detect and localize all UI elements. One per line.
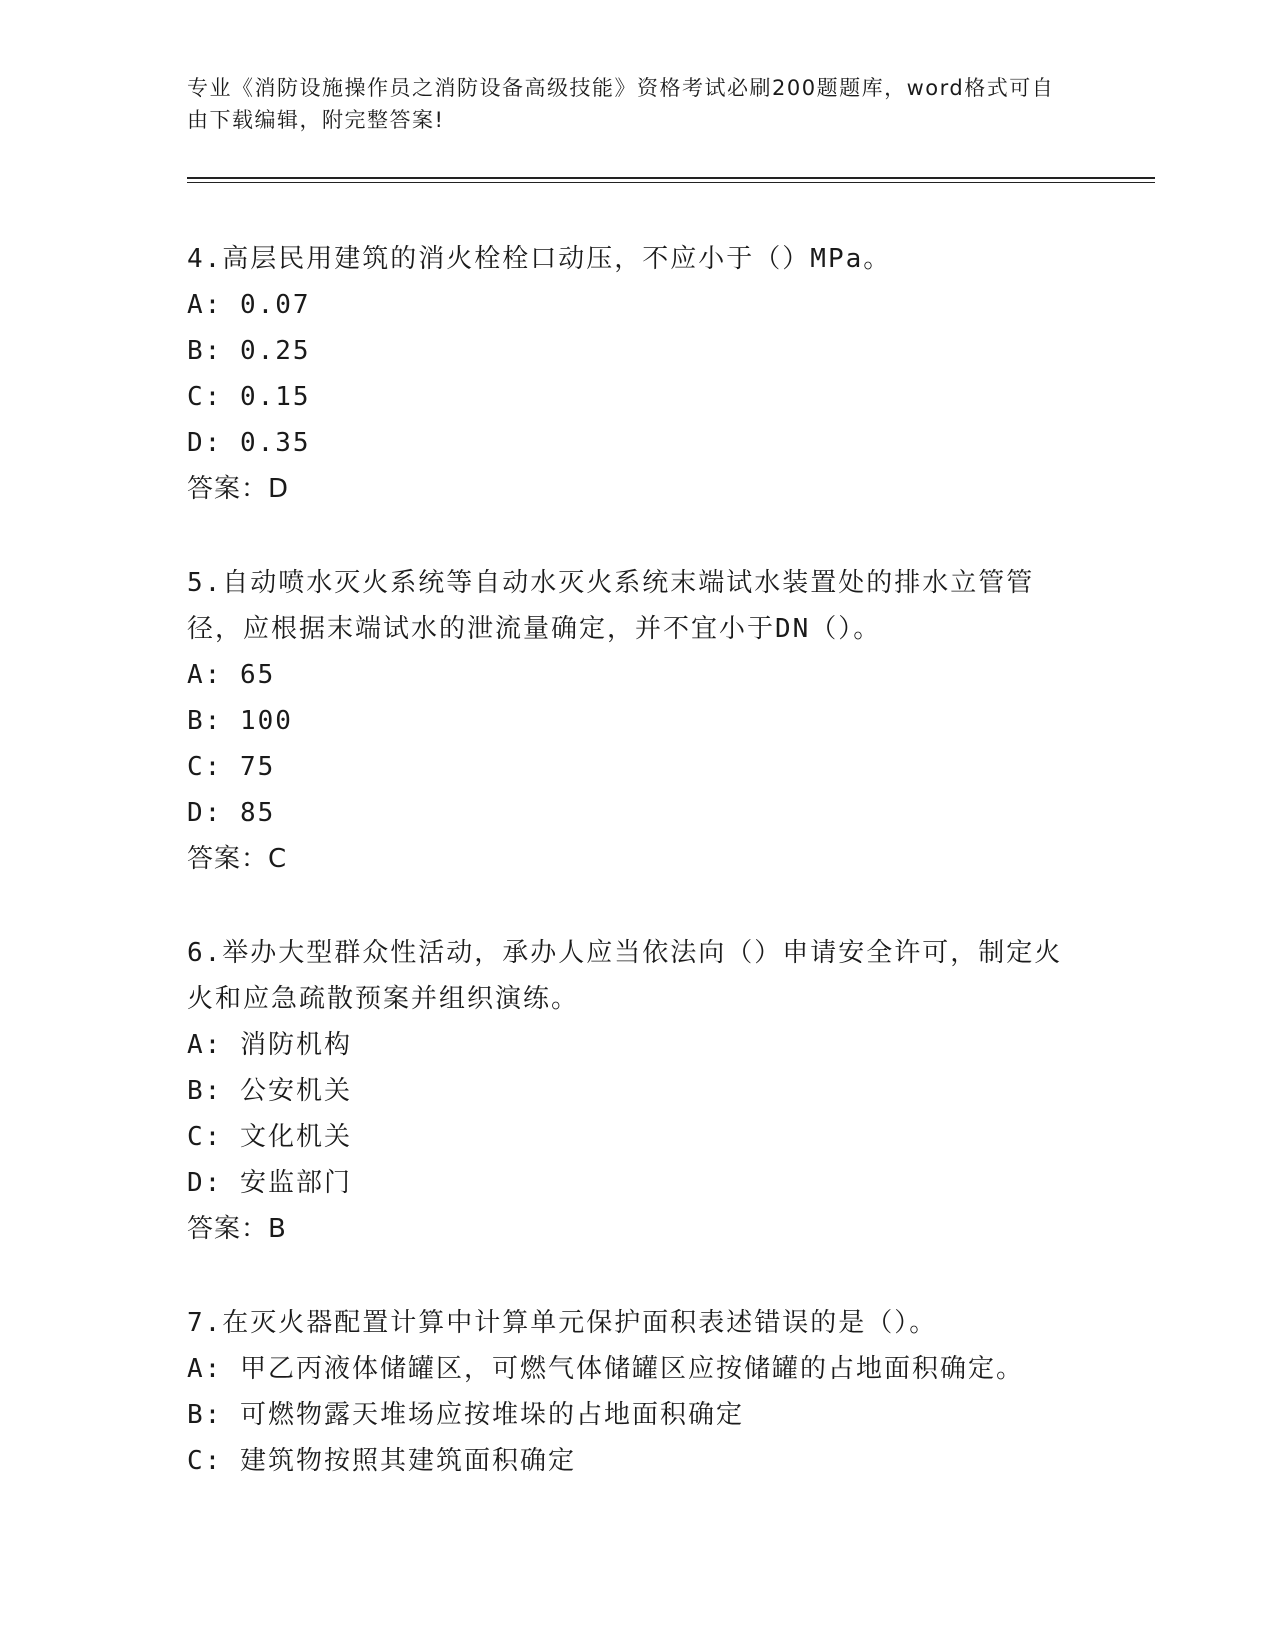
- option-a: A: 0.07: [187, 290, 311, 320]
- option-c: C: 75: [187, 752, 276, 782]
- question-7: [187, 1300, 1107, 1484]
- option-d: D: 安监部门: [187, 1168, 352, 1198]
- header-text: 专业《消防设施操作员之消防设备高级技能》资格考试必刷200题题库，word格式可自由下载编辑，附完整答案!: [187, 76, 1055, 132]
- question-list: [187, 236, 1107, 1532]
- question-stem: 7.在灭火器配置计算中计算单元保护面积表述错误的是（）。: [187, 1308, 938, 1338]
- option-a: A: 甲乙丙液体储罐区，可燃气体储罐区应按储罐的占地面积确定。: [187, 1354, 1024, 1384]
- answer-line: 答案：D: [187, 474, 290, 504]
- option-b: B: 0.25: [187, 336, 311, 366]
- header-divider-thick: [187, 177, 1155, 179]
- header-divider-thin: [187, 182, 1155, 183]
- answer-line: 答案：B: [187, 1214, 287, 1244]
- option-c: C: 建筑物按照其建筑面积确定: [187, 1446, 576, 1476]
- answer-line: 答案：C: [187, 844, 288, 874]
- option-c: C: 0.15: [187, 382, 311, 412]
- question-stem: 4.高层民用建筑的消火栓栓口动压，不应小于（）MPa。: [187, 244, 892, 274]
- question-stem: 5.自动喷水灭火系统等自动水灭火系统末端试水装置处的排水立管管径，应根据末端试水的泄流量确定，并不宜小于DN（）。: [187, 568, 1035, 644]
- question-6: [187, 930, 1107, 1252]
- question-stem: 6.举办大型群众性活动，承办人应当依法向（）申请安全许可，制定火火和应急疏散预案并组织演练。: [187, 938, 1063, 1014]
- option-b: B: 100: [187, 706, 293, 736]
- option-b: B: 公安机关: [187, 1076, 352, 1106]
- question-5: [187, 560, 1107, 882]
- option-d: D: 0.35: [187, 428, 311, 458]
- option-b: B: 可燃物露天堆场应按堆垛的占地面积确定: [187, 1400, 744, 1430]
- option-a: A: 消防机构: [187, 1030, 352, 1060]
- option-a: A: 65: [187, 660, 276, 690]
- option-c: C: 文化机关: [187, 1122, 352, 1152]
- question-4: [187, 236, 1107, 512]
- option-d: D: 85: [187, 798, 276, 828]
